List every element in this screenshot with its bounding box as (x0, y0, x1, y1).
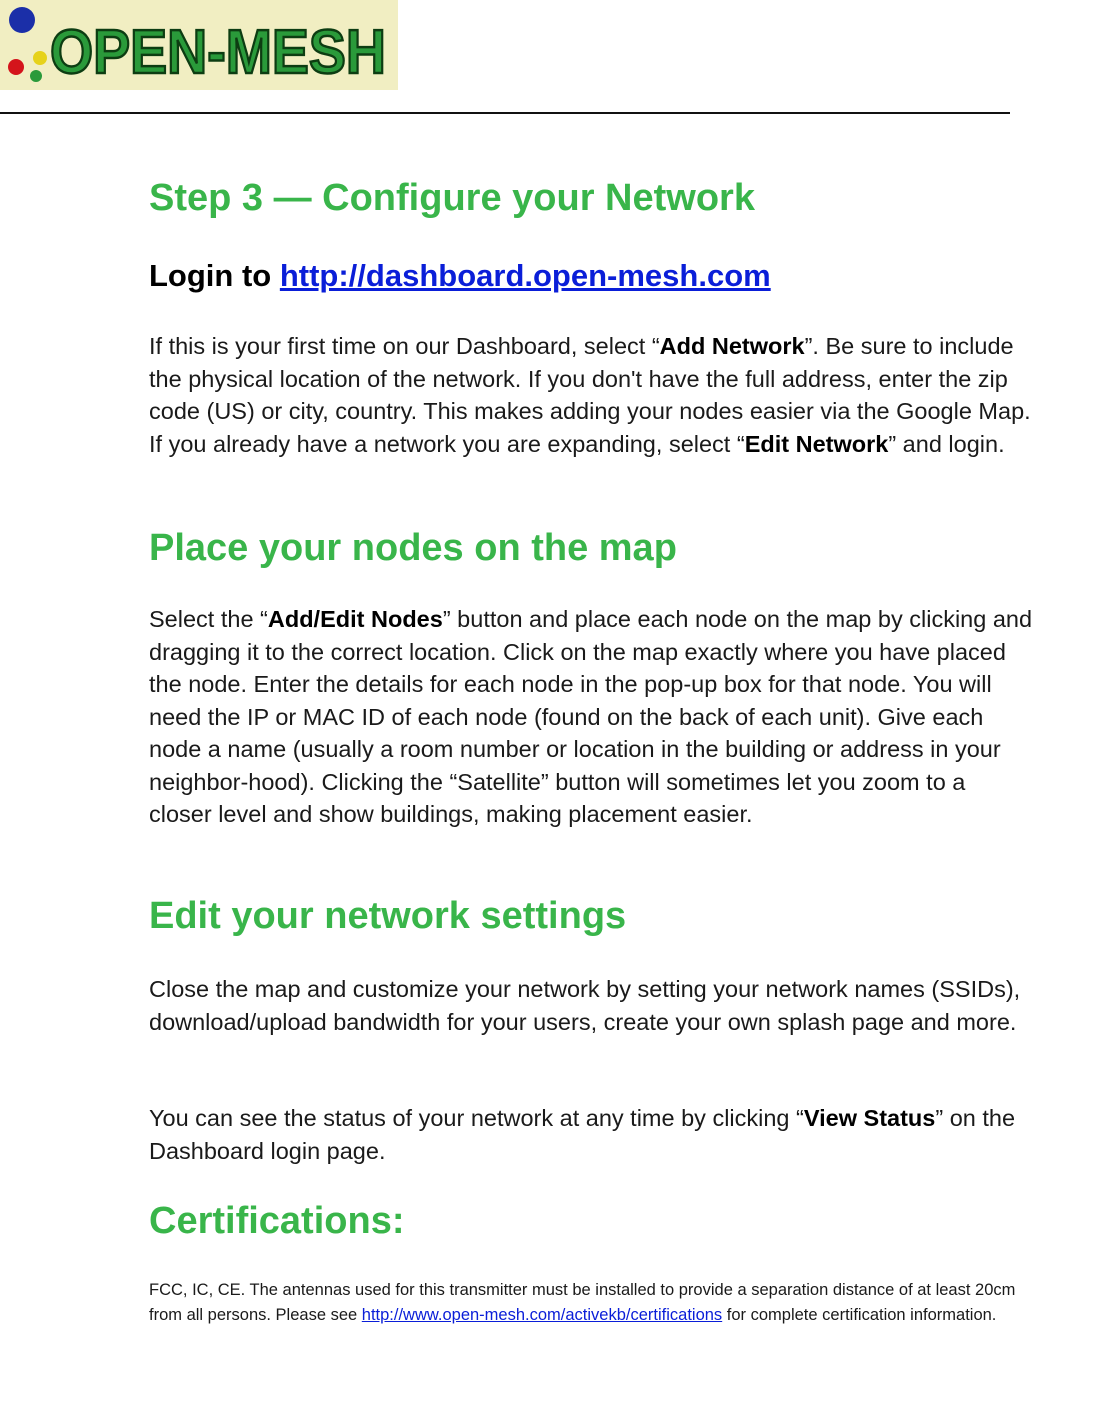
intro-text-3: ” and login. (888, 430, 1005, 457)
add-network-label: Add Network (659, 333, 805, 359)
cert-text-1: FCC, IC, CE. The antennas used for this transmitter must be installed to provide a separation distance of at least 20cm from all persons. Please see (149, 1281, 1016, 1324)
edit-network-label: Edit Network (744, 430, 889, 457)
logo-graphic (0, 0, 398, 90)
place-nodes-heading: Place your nodes on the map (149, 527, 677, 569)
place-text-2: ” button and place each node on the map by clicking and dragging it to the correct location. Click on the map exactly where you have placed the node. Enter the details for each node in the pop-up box for that node. You will need the IP or MAC ID of each node (found on the back of each unit). Give each node a name (usually a room number or location in the building or address in your neighbor-hood). Clicking the “Satellite” button will sometimes let you zoom to a closer level and show buildings, making placement easier. (149, 606, 1033, 827)
logo-dot-green (30, 70, 42, 82)
open-mesh-logo (0, 0, 398, 90)
view-status-label: View Status (803, 1105, 936, 1131)
login-heading (149, 258, 771, 294)
edit-settings-heading: Edit your network settings (149, 895, 627, 937)
status-text-1: You can see the status of your network at any time by clicking “ (149, 1105, 804, 1131)
logo-dot-red (8, 59, 24, 75)
add-edit-nodes-label: Add/Edit Nodes (267, 606, 443, 632)
certifications-link[interactable]: http://www.open-mesh.com/activekb/certifications (361, 1305, 723, 1324)
header-divider (0, 112, 1010, 114)
certifications-paragraph (149, 1278, 1029, 1327)
logo-dot-blue (9, 7, 35, 33)
place-nodes-paragraph (149, 603, 1034, 831)
logo-text: OPEN-MESH (50, 18, 386, 87)
intro-text-2: ”. Be sure to include the physical location of the network. If you don't have the full address, enter the zip code (US) or city, country. This makes adding your nodes easier via the Google Map. If you already have a network you are expanding, select “ (149, 333, 1031, 457)
intro-paragraph (149, 330, 1034, 460)
certifications-heading: Certifications: (149, 1200, 405, 1242)
edit-settings-paragraph: Close the map and customize your network by setting your network names (SSIDs), download/upload bandwidth for your users, create your own splash page and more. (149, 976, 1021, 1035)
logo-dot-yellow (33, 51, 47, 65)
step3-heading: Step 3 — Configure your Network (149, 177, 755, 219)
status-paragraph (149, 1102, 1034, 1167)
cert-text-2: for complete certification information. (722, 1305, 997, 1324)
dashboard-link[interactable]: http://dashboard.open-mesh.com (279, 258, 771, 293)
intro-text-1: If this is your first time on our Dashboard, select “ (149, 333, 660, 359)
status-text-2: ” on the Dashboard login page. (149, 1105, 1016, 1164)
place-text-1: Select the “ (149, 606, 268, 632)
login-prefix: Login to (149, 258, 280, 293)
